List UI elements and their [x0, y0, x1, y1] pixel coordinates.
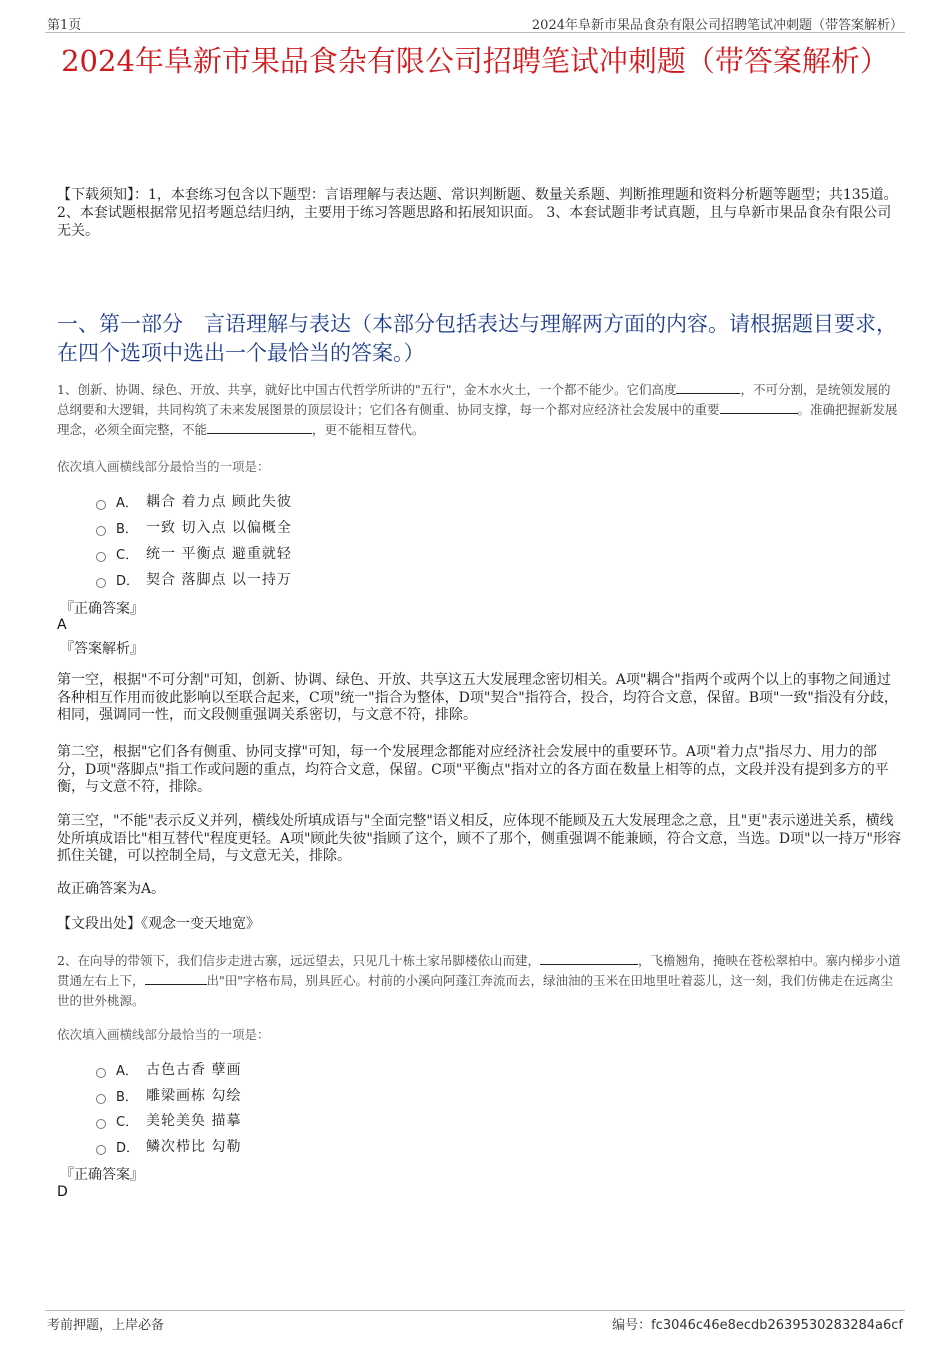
q1-answer: A — [57, 617, 67, 633]
footer-slogan: 考前押题，上岸必备 — [47, 1318, 165, 1333]
q2-answer: D — [57, 1184, 68, 1200]
radio-icon[interactable] — [96, 1068, 106, 1078]
footer-divider — [45, 1310, 905, 1311]
q1-analysis-para-3: 第三空，"不能"表示反义并列，横线处所填成语与"全面完整"语义相反，应体现不能顾及五大发展理念之意，且"更"表示递进关系，横线处所填成语比"相互替代"程度更轻。A项"顾此失彼"指顾了这个，顾不了那个，侧重强调不能兼顾，符合文意，当选。D项"以一持万"形容抓住关键，可以控制全局，与文意无关，排除。 — [57, 813, 901, 864]
question-1-instruction: 依次填入画横线部分最恰当的一项是： — [57, 459, 270, 474]
q1-option-b[interactable]: B． 一致 切入点 以偏概全 — [96, 517, 292, 537]
question-2-text: 2、在向导的带领下，我们信步走进古寨，远远望去，只见几十栋土家吊脚楼依山而建， ，飞檐翘角，掩映在苍松翠柏中。寨内梯步小道贯通左右上下， 出"田"字格布局，别具匠心。村前的小溪向阿蓬江奔流而去，绿油油的玉米在田地里吐着蕊儿，这一刻，我们仿佛走在远离尘世的世外桃源。 — [57, 953, 901, 1008]
radio-icon[interactable] — [96, 1119, 106, 1129]
q1-option-d[interactable]: D． 契合 落脚点 以一持万 — [96, 569, 292, 589]
section-heading: 一、第一部分 言语理解与表达（本部分包括表达与理解两方面的内容。请根据题目要求，在四个选项中选出一个最恰当的答案。） — [57, 312, 897, 365]
page-title: 2024年阜新市果品食杂有限公司招聘笔试冲刺题（带答案解析） — [61, 44, 889, 78]
q2-option-a[interactable]: A． 古色古香 孽画 — [96, 1059, 241, 1079]
q2-option-d[interactable]: D． 鳞次栉比 勾勒 — [96, 1136, 241, 1156]
question-2-instruction: 依次填入画横线部分最恰当的一项是： — [57, 1027, 270, 1042]
blank-2 — [145, 972, 207, 985]
radio-icon[interactable] — [96, 1145, 106, 1155]
q1-analysis-conclusion: 故正确答案为A。 — [57, 881, 166, 897]
blank-2 — [720, 401, 798, 414]
radio-icon[interactable] — [96, 526, 106, 536]
q1-analysis-label: 『答案解析』 — [60, 641, 144, 657]
blank-1 — [540, 952, 638, 965]
footer-code — [612, 1314, 903, 1333]
question-1-text: 1、创新、协调、绿色、开放、共享，就好比中国古代哲学所讲的"五行"，金木水火土，一个都不能少。它们高度 ，不可分割，是统领发展的总纲要和大逻辑，共同构筑了未来发展图景的顶层设计；它们各有侧重、协同支撑，每一个都对应经济社会发展中的重要 。准确把握新发展理念，必须全面完整，不能 ，更不能相互替代。 — [57, 382, 898, 437]
radio-icon[interactable] — [96, 500, 106, 510]
q1-option-c[interactable]: C． 统一 平衡点 避重就轻 — [96, 543, 292, 563]
page-number: 第1页 — [47, 18, 82, 33]
q1-analysis-para-2: 第二空，根据"它们各有侧重、协同支撑"可知，每一个发展理念都能对应经济社会发展中的重要环节。A项"着力点"指尽力、用力的部分，D项"落脚点"指工作或问题的重点，均符合文意，保留。C项"平衡点"指对立的各方面在数量上相等的点，文段并没有提到多方的平衡，与文意不符，排除。 — [57, 744, 889, 795]
q1-analysis-para-1: 第一空，根据"不可分割"可知，创新、协调、绿色、开放、共享这五大发展理念密切相关。A项"耦合"指两个或两个以上的事物之间通过各种相互作用而彼此影响以至联合起来，C项"统一"指合为整体，D项"契合"指符合，投合，均符合文意，保留。B项"一致"指没有分歧，相同，强调同一性，而文段侧重强调关系密切，与文意不符，排除。 — [57, 672, 898, 723]
radio-icon[interactable] — [96, 552, 106, 562]
footer-code-label: 编号： — [612, 1318, 652, 1333]
download-notice: 【下载须知】：1，本套练习包含以下题型：言语理解与表达题、常识判断题、数量关系题、判断推理题和资料分析题等题型；共135道。 2、本套试题根据常见招考题总结归纳，主要用于练习答题思路和拓展知识面。 3、本套试题非考试真题，且与阜新市果品食杂有限公司无关。 — [57, 187, 898, 239]
footer-code-value: fc3046c46e8ecdb2639530283284a6cf — [651, 1318, 903, 1333]
blank-3 — [207, 421, 312, 434]
radio-icon[interactable] — [96, 578, 106, 588]
header-divider — [45, 32, 905, 33]
q2-answer-label: 『正确答案』 — [60, 1167, 144, 1183]
q2-option-b[interactable]: B． 雕梁画栋 勾绘 — [96, 1085, 241, 1105]
q1-answer-label: 『正确答案』 — [60, 601, 144, 617]
radio-icon[interactable] — [96, 1094, 106, 1104]
q2-option-c[interactable]: C． 美轮美奂 描摹 — [96, 1110, 241, 1130]
blank-1 — [676, 381, 740, 394]
q1-source: 【文段出处】《观念一变天地宽》 — [57, 916, 260, 932]
header-doc-title: 2024年阜新市果品食杂有限公司招聘笔试冲刺题（带答案解析） — [531, 18, 903, 33]
q1-option-a[interactable]: A． 耦合 着力点 顾此失彼 — [96, 491, 292, 511]
